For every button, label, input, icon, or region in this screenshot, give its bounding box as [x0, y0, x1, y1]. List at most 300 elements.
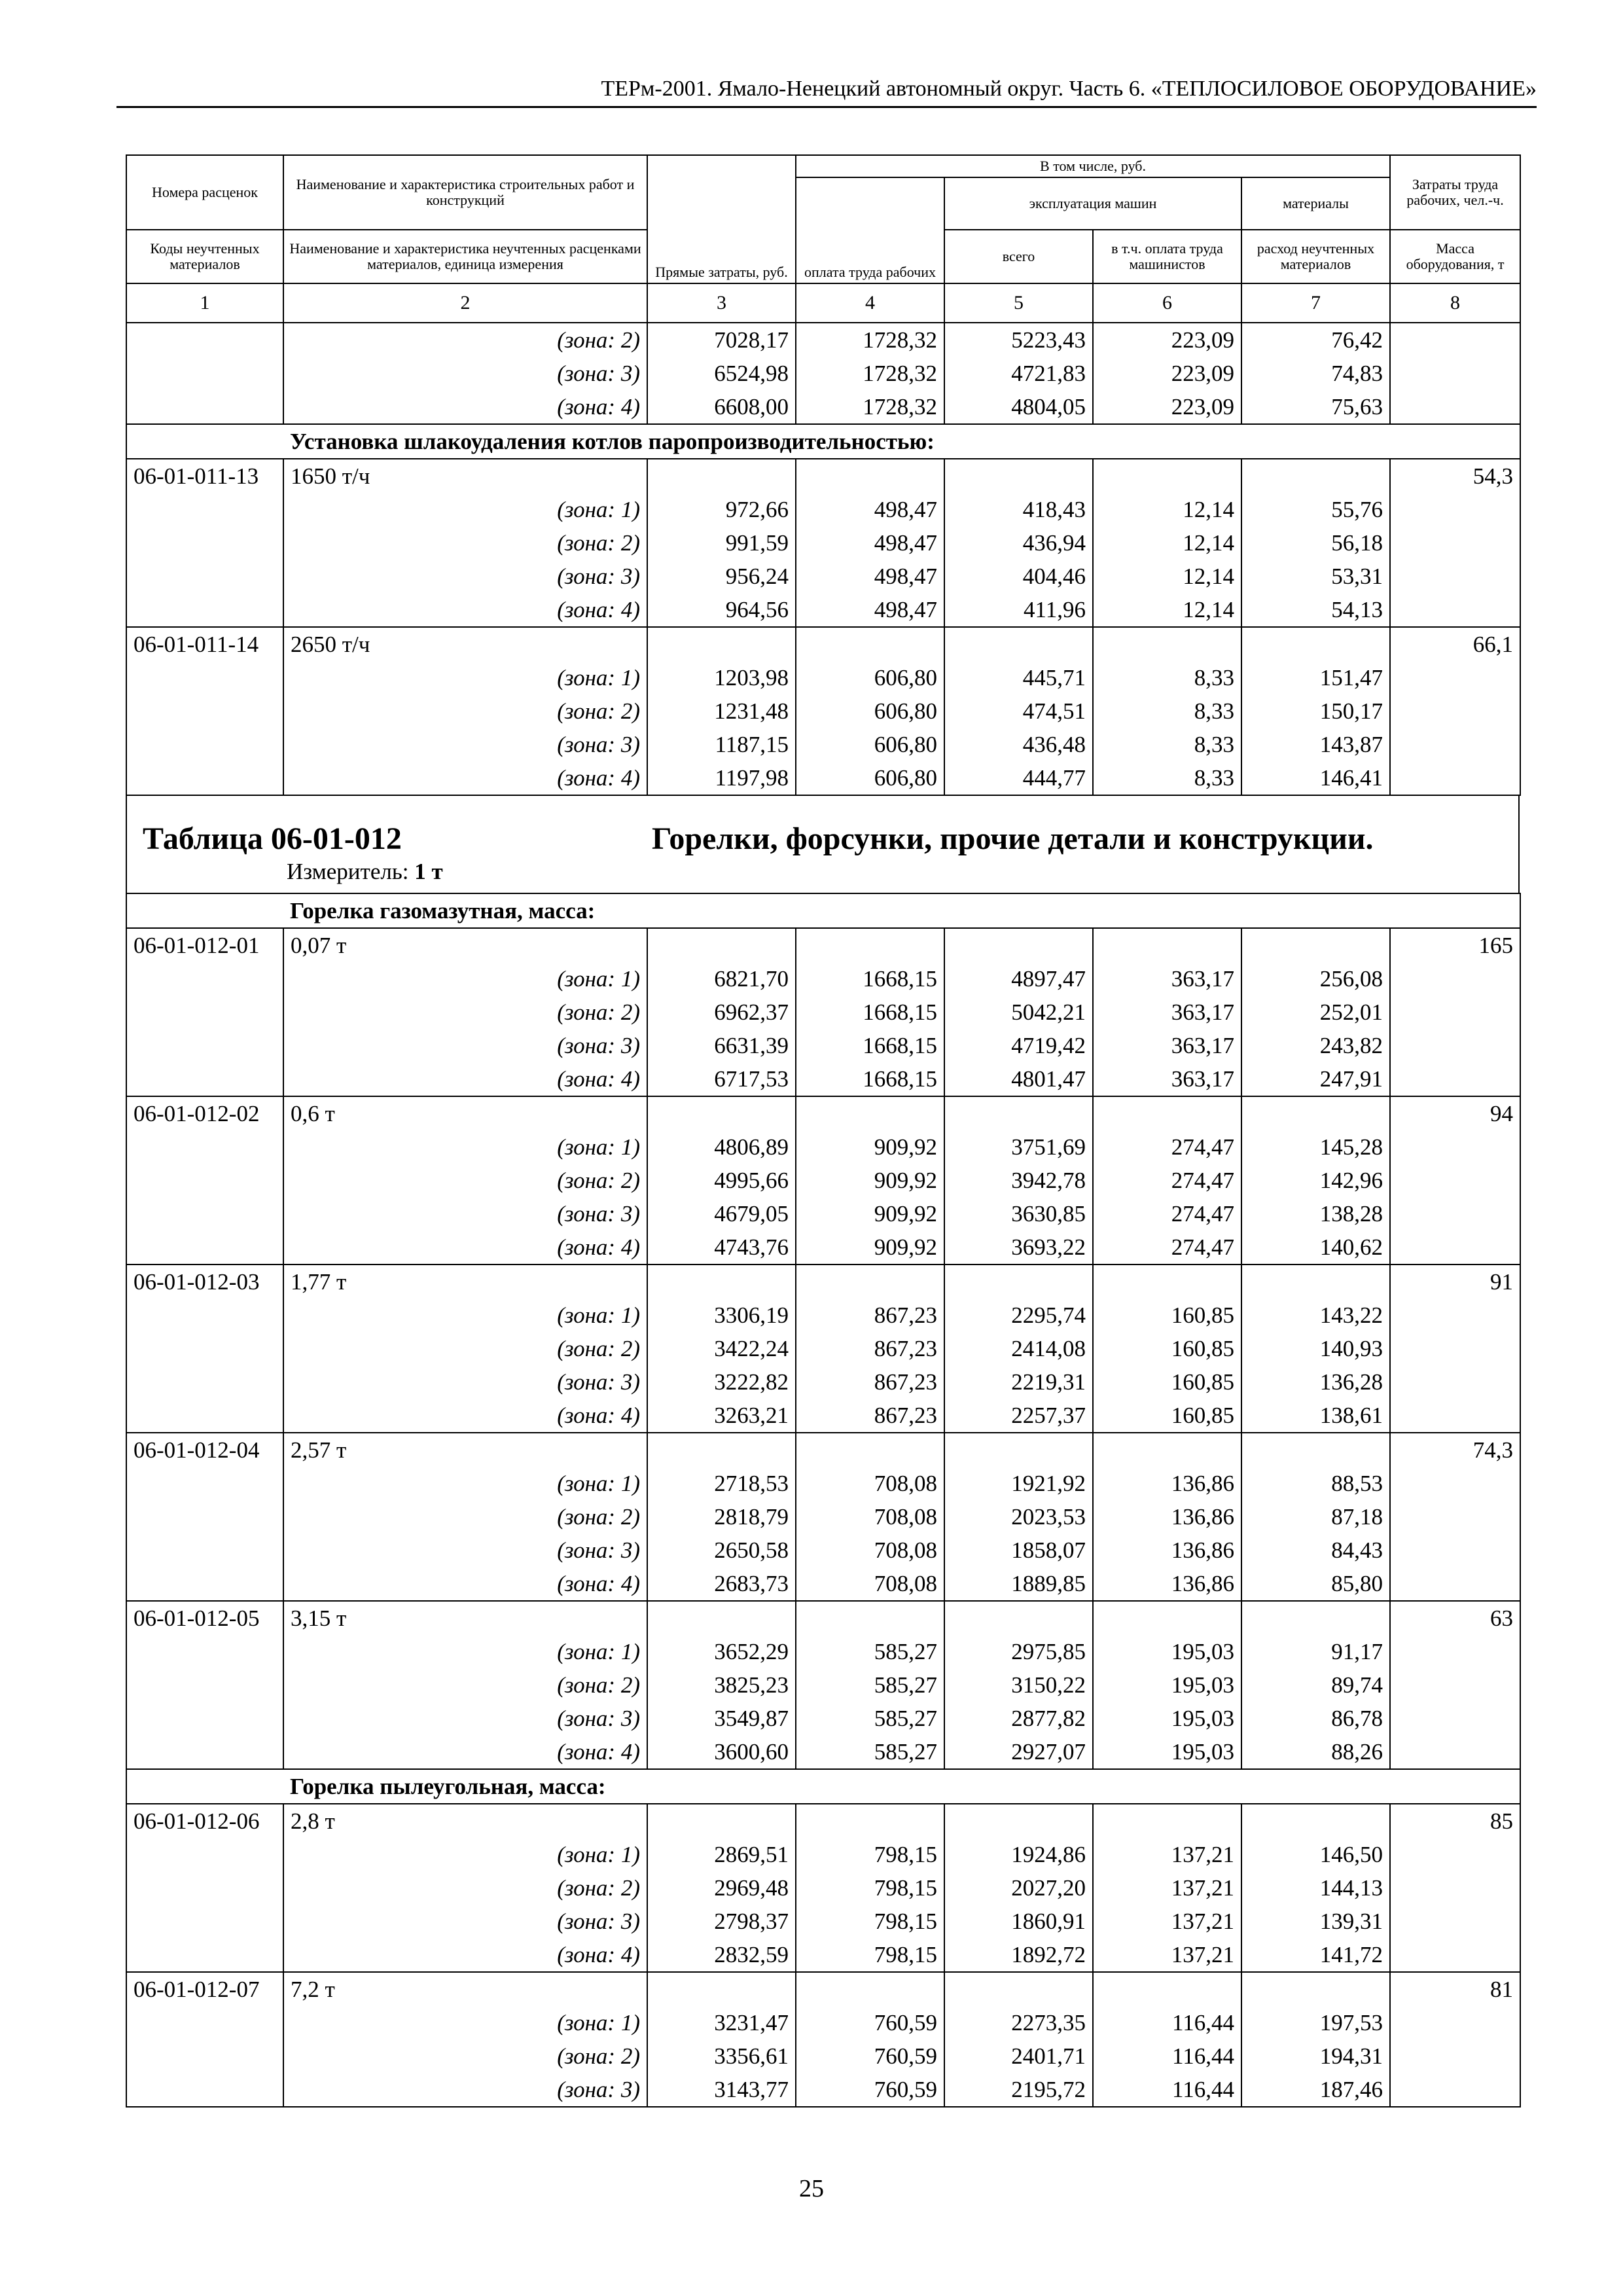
materials-value: 142,96	[1241, 1164, 1390, 1197]
zone-label: (зона: 3)	[283, 560, 647, 593]
wages-value: 760,59	[796, 2073, 944, 2107]
empty-cell	[647, 1265, 796, 1299]
table-title-block	[126, 796, 1520, 893]
machines-value: 5223,43	[944, 323, 1093, 357]
zone-label: (зона: 3)	[283, 728, 647, 761]
zone-label: (зона: 4)	[283, 1735, 647, 1769]
zone-row	[126, 1635, 1520, 1668]
col-head-unaccounted-materials: расход неучтенных материалов	[1241, 230, 1390, 283]
measure-value: 1 т	[414, 859, 443, 884]
machines-value: 2027,20	[944, 1871, 1093, 1905]
machines-value: 418,43	[944, 493, 1093, 526]
operator-wages-value: 116,44	[1093, 2006, 1241, 2039]
wages-value: 1728,32	[796, 390, 944, 424]
operator-wages-value: 137,21	[1093, 1838, 1241, 1871]
operator-wages-value: 116,44	[1093, 2039, 1241, 2073]
wages-value: 585,27	[796, 1668, 944, 1702]
zone-row	[126, 1365, 1520, 1399]
machines-value: 1858,07	[944, 1534, 1093, 1567]
machines-value: 2219,31	[944, 1365, 1093, 1399]
zone-row	[126, 390, 1520, 424]
direct-costs-value: 2718,53	[647, 1467, 796, 1500]
col-number: 4	[796, 283, 944, 323]
code-cell	[126, 728, 283, 761]
code-cell	[126, 357, 283, 390]
machines-value: 1892,72	[944, 1938, 1093, 1972]
labor-value	[1390, 1130, 1520, 1164]
operator-wages-value: 195,03	[1093, 1702, 1241, 1735]
empty-cell	[944, 1601, 1093, 1635]
zone-label: (зона: 3)	[283, 2073, 647, 2107]
zone-row	[126, 661, 1520, 694]
labor-value: 54,3	[1390, 459, 1520, 493]
rate-name: 2,8 т	[283, 1804, 647, 1838]
materials-value: 139,31	[1241, 1905, 1390, 1938]
wages-value: 867,23	[796, 1365, 944, 1399]
col-number: 6	[1093, 283, 1241, 323]
materials-value: 89,74	[1241, 1668, 1390, 1702]
materials-value: 85,80	[1241, 1567, 1390, 1601]
zone-row	[126, 1702, 1520, 1735]
machines-value: 2273,35	[944, 2006, 1093, 2039]
code-cell	[126, 694, 283, 728]
zone-row	[126, 1567, 1520, 1601]
machines-value: 445,71	[944, 661, 1093, 694]
rate-code: 06-01-012-03	[126, 1265, 283, 1299]
direct-costs-value: 6962,37	[647, 996, 796, 1029]
rate-code: 06-01-012-05	[126, 1601, 283, 1635]
measure-line	[287, 859, 443, 885]
labor-value	[1390, 1062, 1520, 1096]
zone-label: (зона: 4)	[283, 593, 647, 627]
code-cell	[126, 1399, 283, 1433]
direct-costs-value: 4995,66	[647, 1164, 796, 1197]
materials-value: 74,83	[1241, 357, 1390, 390]
labor-value	[1390, 2039, 1520, 2073]
operator-wages-value: 195,03	[1093, 1668, 1241, 1702]
direct-costs-value: 6821,70	[647, 962, 796, 996]
machines-value: 2257,37	[944, 1399, 1093, 1433]
wages-value: 708,08	[796, 1467, 944, 1500]
machines-value: 1889,85	[944, 1567, 1093, 1601]
empty-cell	[1241, 1096, 1390, 1130]
machines-value: 411,96	[944, 593, 1093, 627]
empty-cell	[647, 928, 796, 962]
machines-value: 436,48	[944, 728, 1093, 761]
labor-value: 165	[1390, 928, 1520, 962]
operator-wages-value: 8,33	[1093, 694, 1241, 728]
rate-code: 06-01-011-14	[126, 627, 283, 661]
machines-value: 2927,07	[944, 1735, 1093, 1769]
wages-value: 498,47	[796, 560, 944, 593]
labor-value	[1390, 1534, 1520, 1567]
materials-value: 84,43	[1241, 1534, 1390, 1567]
empty-cell	[944, 1804, 1093, 1838]
empty-cell	[647, 1972, 796, 2006]
materials-value: 136,28	[1241, 1365, 1390, 1399]
zone-row	[126, 357, 1520, 390]
machines-value: 444,77	[944, 761, 1093, 795]
code-cell	[126, 493, 283, 526]
materials-value: 143,87	[1241, 728, 1390, 761]
code-cell	[126, 2039, 283, 2073]
direct-costs-value: 991,59	[647, 526, 796, 560]
wages-value: 909,92	[796, 1130, 944, 1164]
rates-table-top	[126, 154, 1521, 796]
operator-wages-value: 8,33	[1093, 661, 1241, 694]
zone-label: (зона: 2)	[283, 323, 647, 357]
materials-value: 256,08	[1241, 962, 1390, 996]
empty-cell	[944, 1972, 1093, 2006]
empty-cell	[796, 1601, 944, 1635]
zone-label: (зона: 4)	[283, 761, 647, 795]
wages-value: 1668,15	[796, 996, 944, 1029]
page-number: 25	[799, 2175, 824, 2202]
wages-value: 606,80	[796, 728, 944, 761]
code-cell	[126, 1197, 283, 1230]
labor-value: 85	[1390, 1804, 1520, 1838]
code-cell	[126, 1668, 283, 1702]
operator-wages-value: 12,14	[1093, 560, 1241, 593]
zone-row	[126, 493, 1520, 526]
empty-cell	[1241, 1601, 1390, 1635]
machines-value: 404,46	[944, 560, 1093, 593]
zone-label: (зона: 3)	[283, 1702, 647, 1735]
wages-value: 498,47	[796, 493, 944, 526]
code-cell	[126, 424, 283, 459]
rate-code: 06-01-012-06	[126, 1804, 283, 1838]
empty-cell	[944, 459, 1093, 493]
labor-value	[1390, 1467, 1520, 1500]
zone-row	[126, 560, 1520, 593]
labor-value: 94	[1390, 1096, 1520, 1130]
labor-value	[1390, 1500, 1520, 1534]
labor-value	[1390, 1838, 1520, 1871]
rate-row	[126, 1433, 1520, 1467]
empty-cell	[1241, 627, 1390, 661]
code-cell	[126, 1635, 283, 1668]
code-cell	[126, 1871, 283, 1905]
zone-row	[126, 694, 1520, 728]
direct-costs-value: 3143,77	[647, 2073, 796, 2107]
materials-value: 187,46	[1241, 2073, 1390, 2107]
code-cell	[126, 526, 283, 560]
direct-costs-value: 4679,05	[647, 1197, 796, 1230]
wages-value: 585,27	[796, 1635, 944, 1668]
operator-wages-value: 8,33	[1093, 728, 1241, 761]
rate-row	[126, 928, 1520, 962]
operator-wages-value: 12,14	[1093, 593, 1241, 627]
operator-wages-value: 8,33	[1093, 761, 1241, 795]
direct-costs-value: 1203,98	[647, 661, 796, 694]
empty-cell	[1241, 1972, 1390, 2006]
zone-row	[126, 593, 1520, 627]
rate-code: 06-01-012-07	[126, 1972, 283, 2006]
direct-costs-value: 2818,79	[647, 1500, 796, 1534]
operator-wages-value: 12,14	[1093, 493, 1241, 526]
column-numbers-row	[126, 283, 1520, 323]
direct-costs-value: 7028,17	[647, 323, 796, 357]
table-body-part3	[126, 1769, 1520, 2107]
col-number: 2	[283, 283, 647, 323]
empty-cell	[1093, 1804, 1241, 1838]
machines-value: 3630,85	[944, 1197, 1093, 1230]
machines-value: 4801,47	[944, 1062, 1093, 1096]
page-header: ТЕРм-2001. Ямало-Ненецкий автономный округ. Часть 6. «ТЕПЛОСИЛОВОЕ ОБОРУДОВАНИЕ»	[116, 72, 1537, 108]
direct-costs-value: 3652,29	[647, 1635, 796, 1668]
zone-row	[126, 1905, 1520, 1938]
rate-row	[126, 1265, 1520, 1299]
empty-cell	[1241, 1804, 1390, 1838]
wages-value: 760,59	[796, 2039, 944, 2073]
materials-value: 88,26	[1241, 1735, 1390, 1769]
operator-wages-value: 137,21	[1093, 1905, 1241, 1938]
empty-cell	[647, 1433, 796, 1467]
machines-value: 1924,86	[944, 1838, 1093, 1871]
machines-value: 1860,91	[944, 1905, 1093, 1938]
operator-wages-value: 363,17	[1093, 1029, 1241, 1062]
operator-wages-value: 136,86	[1093, 1567, 1241, 1601]
labor-value	[1390, 694, 1520, 728]
rate-row	[126, 627, 1520, 661]
empty-cell	[796, 1972, 944, 2006]
labor-value: 91	[1390, 1265, 1520, 1299]
wages-value: 606,80	[796, 761, 944, 795]
materials-value: 75,63	[1241, 390, 1390, 424]
materials-value: 55,76	[1241, 493, 1390, 526]
code-cell	[126, 2006, 283, 2039]
empty-cell	[796, 1096, 944, 1130]
wages-value: 760,59	[796, 2006, 944, 2039]
labor-value	[1390, 1635, 1520, 1668]
materials-value: 86,78	[1241, 1702, 1390, 1735]
labor-value	[1390, 593, 1520, 627]
materials-value: 56,18	[1241, 526, 1390, 560]
materials-value: 87,18	[1241, 1500, 1390, 1534]
zone-label: (зона: 2)	[283, 1871, 647, 1905]
zone-label: (зона: 4)	[283, 1062, 647, 1096]
zone-row	[126, 1164, 1520, 1197]
direct-costs-value: 6608,00	[647, 390, 796, 424]
labor-value	[1390, 1702, 1520, 1735]
code-cell	[126, 661, 283, 694]
zone-row	[126, 1735, 1520, 1769]
labor-value	[1390, 1735, 1520, 1769]
code-cell	[126, 1130, 283, 1164]
zone-row	[126, 1062, 1520, 1096]
zone-label: (зона: 1)	[283, 2006, 647, 2039]
direct-costs-value: 3825,23	[647, 1668, 796, 1702]
machines-value: 2414,08	[944, 1332, 1093, 1365]
empty-cell	[1093, 928, 1241, 962]
direct-costs-value: 3600,60	[647, 1735, 796, 1769]
direct-costs-value: 3306,19	[647, 1299, 796, 1332]
labor-value	[1390, 1332, 1520, 1365]
measure-label: Измеритель:	[287, 859, 409, 884]
zone-label: (зона: 1)	[283, 493, 647, 526]
rate-code: 06-01-012-02	[126, 1096, 283, 1130]
code-cell	[126, 323, 283, 357]
section-title: Горелка газомазутная, масса:	[283, 893, 1520, 928]
code-cell	[126, 593, 283, 627]
col-head-equipment-mass: Масса оборудования, т	[1390, 230, 1520, 283]
direct-costs-value: 972,66	[647, 493, 796, 526]
zone-label: (зона: 2)	[283, 2039, 647, 2073]
zone-row	[126, 962, 1520, 996]
zone-row	[126, 1130, 1520, 1164]
table-caption: Горелки, форсунки, прочие детали и конструкции.	[652, 821, 1374, 856]
table-number: Таблица 06-01-012	[143, 821, 402, 856]
direct-costs-value: 3231,47	[647, 2006, 796, 2039]
operator-wages-value: 274,47	[1093, 1230, 1241, 1265]
empty-cell	[1241, 928, 1390, 962]
operator-wages-value: 136,86	[1093, 1534, 1241, 1567]
empty-cell	[647, 1096, 796, 1130]
zone-row	[126, 761, 1520, 795]
zone-row	[126, 1668, 1520, 1702]
wages-value: 867,23	[796, 1399, 944, 1433]
empty-cell	[796, 459, 944, 493]
section-row	[126, 1769, 1520, 1804]
labor-value	[1390, 728, 1520, 761]
empty-cell	[796, 1433, 944, 1467]
col-head-material-codes: Коды неучтенных материалов	[126, 230, 283, 283]
zone-row	[126, 1399, 1520, 1433]
empty-cell	[1241, 1265, 1390, 1299]
code-cell	[126, 1230, 283, 1265]
direct-costs-value: 1231,48	[647, 694, 796, 728]
zone-label: (зона: 4)	[283, 390, 647, 424]
operator-wages-value: 136,86	[1093, 1500, 1241, 1534]
col-head-material-name: Наименование и характеристика неучтенных расценками материалов, единица измерения	[283, 230, 647, 283]
zone-label: (зона: 2)	[283, 1164, 647, 1197]
wages-value: 1728,32	[796, 357, 944, 390]
direct-costs-value: 1197,98	[647, 761, 796, 795]
empty-cell	[1093, 459, 1241, 493]
wages-value: 1668,15	[796, 1062, 944, 1096]
code-cell	[126, 1029, 283, 1062]
zone-row	[126, 1230, 1520, 1265]
code-cell	[126, 1365, 283, 1399]
operator-wages-value: 12,14	[1093, 526, 1241, 560]
rates-document	[126, 154, 1520, 2108]
materials-value: 143,22	[1241, 1299, 1390, 1332]
zone-label: (зона: 2)	[283, 694, 647, 728]
col-head-wages: оплата труда рабочих	[796, 177, 944, 283]
wages-value: 798,15	[796, 1905, 944, 1938]
labor-value	[1390, 323, 1520, 357]
machines-value: 3150,22	[944, 1668, 1093, 1702]
wages-value: 909,92	[796, 1164, 944, 1197]
zone-row	[126, 1500, 1520, 1534]
materials-value: 140,93	[1241, 1332, 1390, 1365]
materials-value: 141,72	[1241, 1938, 1390, 1972]
labor-value	[1390, 560, 1520, 593]
wages-value: 498,47	[796, 526, 944, 560]
wages-value: 798,15	[796, 1938, 944, 1972]
machines-value: 474,51	[944, 694, 1093, 728]
section-title: Горелка пылеугольная, масса:	[283, 1769, 1520, 1804]
machines-value: 4719,42	[944, 1029, 1093, 1062]
operator-wages-value: 195,03	[1093, 1635, 1241, 1668]
operator-wages-value: 116,44	[1093, 2073, 1241, 2107]
direct-costs-value: 3549,87	[647, 1702, 796, 1735]
operator-wages-value: 274,47	[1093, 1197, 1241, 1230]
zone-row	[126, 1871, 1520, 1905]
direct-costs-value: 2683,73	[647, 1567, 796, 1601]
operator-wages-value: 136,86	[1093, 1467, 1241, 1500]
wages-value: 1728,32	[796, 323, 944, 357]
code-cell	[126, 1735, 283, 1769]
wages-value: 1668,15	[796, 1029, 944, 1062]
labor-value	[1390, 1905, 1520, 1938]
table-body-part1	[126, 323, 1520, 795]
labor-value	[1390, 996, 1520, 1029]
materials-value: 194,31	[1241, 2039, 1390, 2073]
zone-label: (зона: 2)	[283, 1332, 647, 1365]
code-cell	[126, 1534, 283, 1567]
labor-value	[1390, 1399, 1520, 1433]
col-head-machines: эксплуатация машин	[944, 177, 1241, 230]
table-header	[126, 155, 1520, 323]
direct-costs-value: 6524,98	[647, 357, 796, 390]
machines-value: 2975,85	[944, 1635, 1093, 1668]
labor-value	[1390, 1029, 1520, 1062]
wages-value: 798,15	[796, 1838, 944, 1871]
zone-label: (зона: 3)	[283, 1029, 647, 1062]
col-number: 3	[647, 283, 796, 323]
wages-value: 498,47	[796, 593, 944, 627]
machines-value: 3751,69	[944, 1130, 1093, 1164]
empty-cell	[647, 1601, 796, 1635]
operator-wages-value: 363,17	[1093, 1062, 1241, 1096]
wages-value: 909,92	[796, 1197, 944, 1230]
empty-cell	[647, 459, 796, 493]
direct-costs-value: 964,56	[647, 593, 796, 627]
zone-label: (зона: 3)	[283, 1365, 647, 1399]
zone-row	[126, 1332, 1520, 1365]
empty-cell	[1093, 1096, 1241, 1130]
materials-value: 146,41	[1241, 761, 1390, 795]
zone-label: (зона: 2)	[283, 1668, 647, 1702]
zone-row	[126, 1838, 1520, 1871]
wages-value: 909,92	[796, 1230, 944, 1265]
col-head-direct-costs: Прямые затраты, руб.	[647, 155, 796, 283]
labor-value	[1390, 1197, 1520, 1230]
operator-wages-value: 223,09	[1093, 323, 1241, 357]
col-number: 1	[126, 283, 283, 323]
operator-wages-value: 274,47	[1093, 1130, 1241, 1164]
rate-row	[126, 1601, 1520, 1635]
rate-row	[126, 459, 1520, 493]
empty-cell	[1093, 1972, 1241, 2006]
machines-value: 3693,22	[944, 1230, 1093, 1265]
rate-code: 06-01-012-04	[126, 1433, 283, 1467]
section-row	[126, 424, 1520, 459]
empty-cell	[1093, 1265, 1241, 1299]
labor-value	[1390, 493, 1520, 526]
labor-value	[1390, 1668, 1520, 1702]
zone-label: (зона: 3)	[283, 357, 647, 390]
zone-label: (зона: 1)	[283, 661, 647, 694]
operator-wages-value: 363,17	[1093, 996, 1241, 1029]
materials-value: 146,50	[1241, 1838, 1390, 1871]
operator-wages-value: 137,21	[1093, 1938, 1241, 1972]
code-cell	[126, 390, 283, 424]
labor-value	[1390, 1365, 1520, 1399]
operator-wages-value: 223,09	[1093, 390, 1241, 424]
empty-cell	[1093, 627, 1241, 661]
